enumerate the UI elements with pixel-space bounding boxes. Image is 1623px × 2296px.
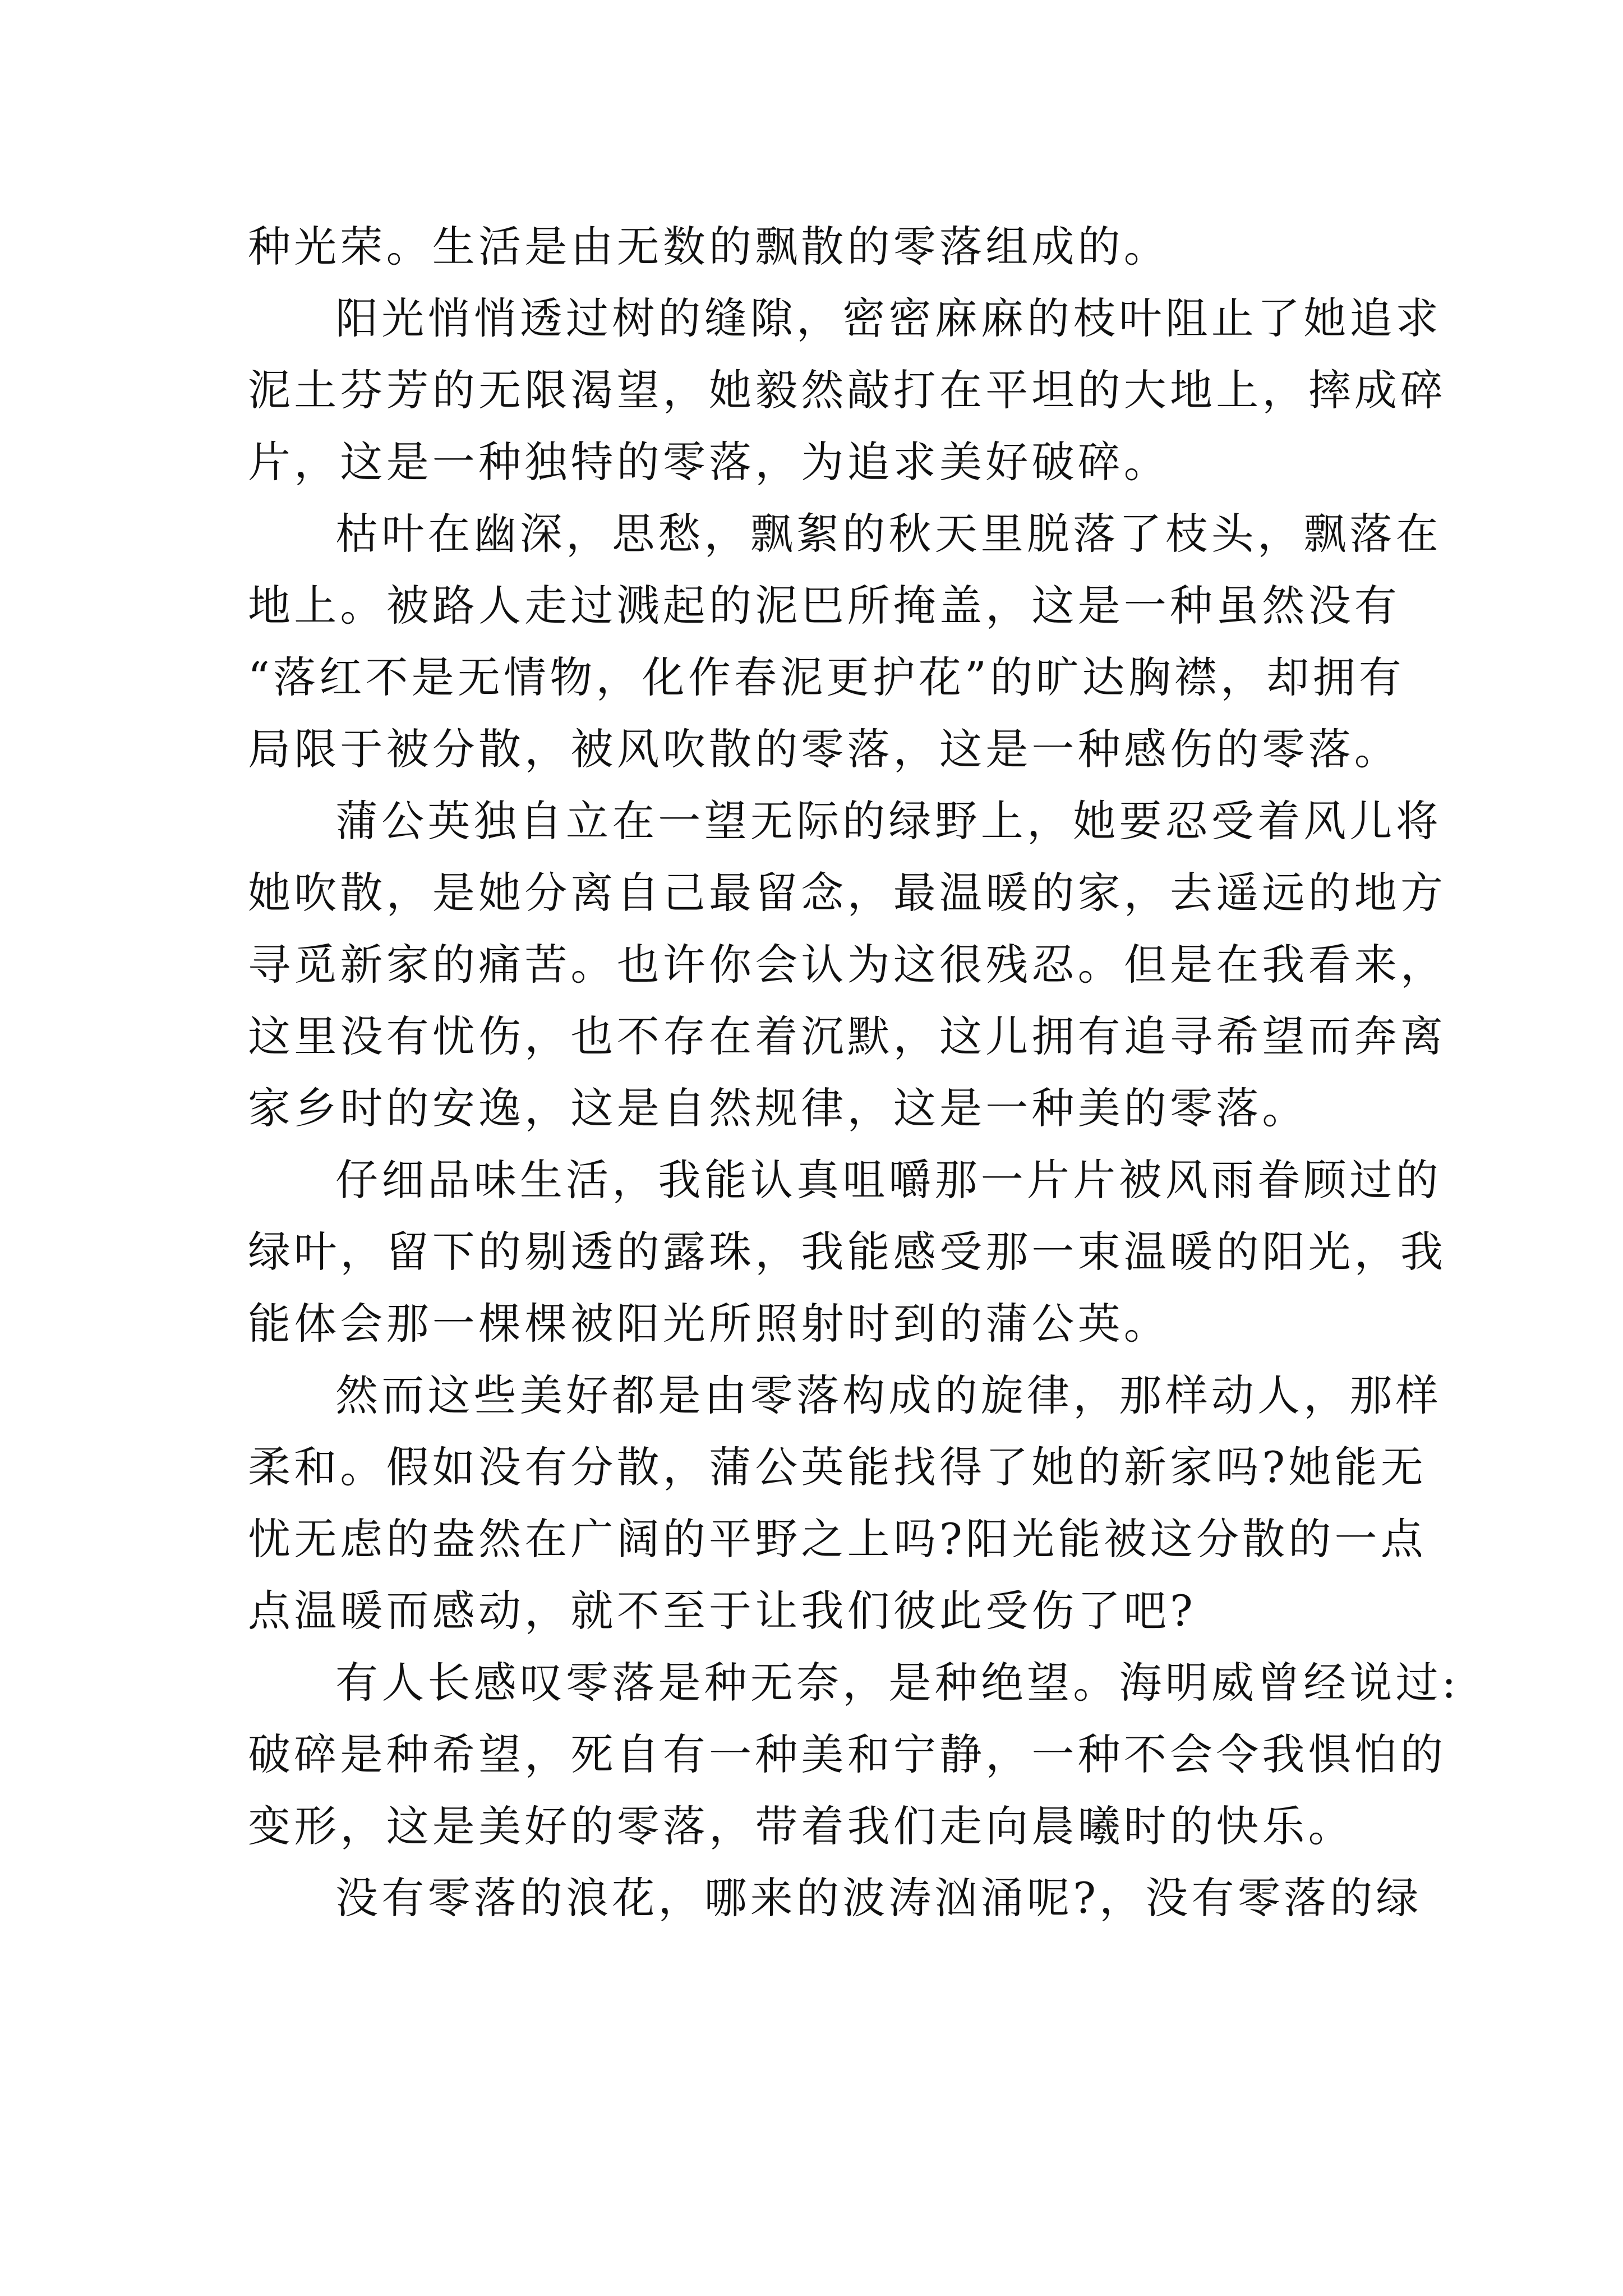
text-line: 泥土芬芳的无限渴望，她毅然敲打在平坦的大地上，摔成碎	[248, 365, 1447, 415]
paragraph	[248, 785, 1447, 1144]
text-line: 绿叶，留下的剔透的露珠，我能感受那一束温暖的阳光，我	[248, 1227, 1447, 1277]
text-line: “落红不是无情物，化作春泥更护花”的旷达胸襟，却拥有	[248, 652, 1405, 702]
text-line: 这里没有忧伤，也不存在着沉默，这儿拥有追寻希望而奔离	[248, 1011, 1447, 1061]
text-line: 阳光悄悄透过树的缝隙，密密麻麻的枝叶阻止了她追求	[335, 293, 1442, 343]
paragraph	[248, 1862, 1422, 1934]
text-line: 片，这是一种独特的零落，为追求美好破碎。	[248, 437, 1170, 487]
text-line: 点温暖而感动，就不至于让我们彼此受伤了吧?	[248, 1586, 1196, 1636]
text-line: 家乡时的安逸，这是自然规律，这是一种美的零落。	[248, 1083, 1308, 1133]
text-line: 变形，这是美好的零落，带着我们走向晨曦时的快乐。	[248, 1801, 1354, 1851]
text-line: 寻觅新家的痛苦。也许你会认为这很残忍。但是在我看来，	[248, 940, 1447, 990]
text-line: 能体会那一棵棵被阳光所照射时到的蒲公英。	[248, 1299, 1170, 1349]
text-line: 她吹散，是她分离自己最留念，最温暖的家，去遥远的地方	[248, 868, 1447, 918]
text-line: 蒲公英独自立在一望无际的绿野上，她要忍受着风儿将	[335, 796, 1442, 846]
text-line: 柔和。假如没有分散，蒲公英能找得了她的新家吗?她能无	[248, 1442, 1427, 1492]
paragraph	[248, 211, 1414, 283]
text-line: 局限于被分散，被风吹散的零落，这是一种感伤的零落。	[248, 724, 1400, 774]
text-line: 枯叶在幽深，思愁，飘絮的秋天里脱落了枝头，飘落在	[335, 509, 1442, 559]
paragraph	[248, 283, 1447, 498]
text-line: 有人长感叹零落是种无奈，是种绝望。海明威曾经说过:	[335, 1658, 1460, 1708]
paragraph	[248, 1360, 1442, 1647]
text-line: 忧无虑的盎然在广阔的平野之上吗?阳光能被这分散的一点	[248, 1514, 1427, 1564]
text-line: 仔细品味生活，我能认真咀嚼那一片片被风雨眷顾过的	[335, 1155, 1442, 1205]
paragraph	[248, 498, 1442, 785]
paragraph	[248, 1144, 1447, 1360]
text-line: 然而这些美好都是由零落构成的旋律，那样动人，那样	[335, 1370, 1442, 1420]
text-line: 破碎是种希望，死自有一种美和宁静，一种不会令我惧怕的	[248, 1729, 1447, 1779]
text-line: 没有零落的浪花，哪来的波涛汹涌呢?，没有零落的绿	[335, 1873, 1422, 1923]
text-line: 种光荣。生活是由无数的飘散的零落组成的。	[248, 222, 1170, 272]
paragraph	[248, 1647, 1460, 1862]
essay-body	[248, 211, 1460, 1934]
text-line: 地上。被路人走过溅起的泥巴所掩盖，这是一种虽然没有	[248, 581, 1400, 631]
